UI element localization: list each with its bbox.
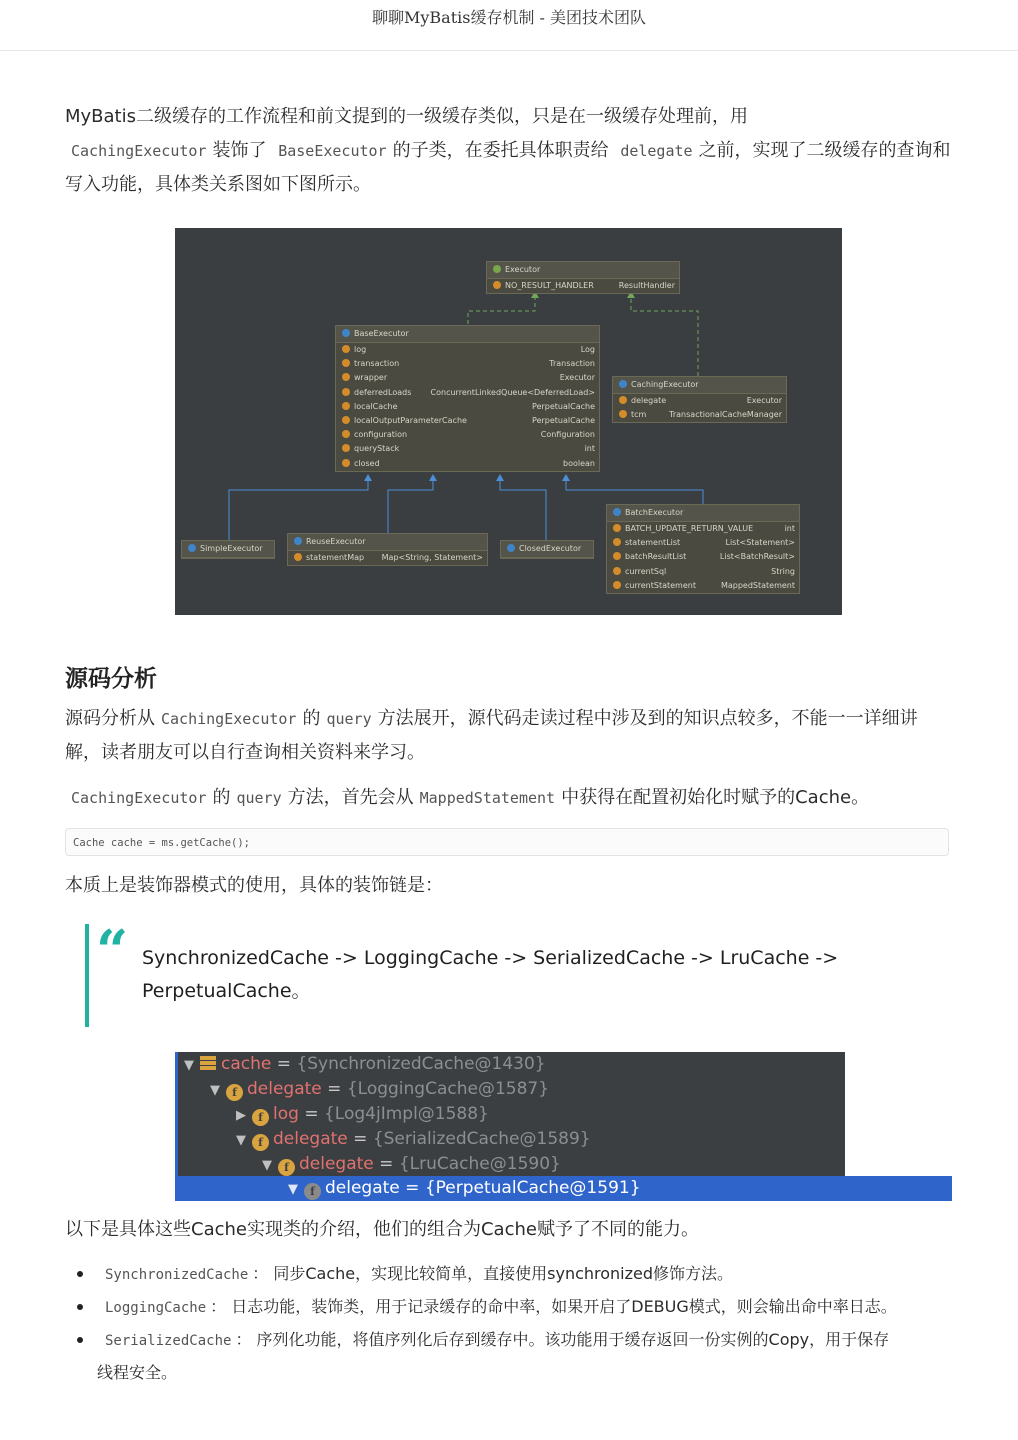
code-block: Cache cache = ms.getCache(); — [65, 828, 949, 856]
field-icon — [342, 459, 350, 467]
section-paragraph-3: 本质上是装饰器模式的使用，具体的装饰链是： — [65, 875, 443, 896]
field-name: wrapper — [354, 373, 388, 383]
variable-name: log — [273, 1104, 299, 1124]
field-name: NO_RESULT_HANDLER — [505, 281, 594, 290]
expand-triangle-icon[interactable]: ▼ — [288, 1182, 298, 1197]
variable-value: {LruCache@1590} — [398, 1154, 561, 1174]
p1-text-d: 方法展开，源代码走读过程中涉及到的知识点较多，不能一一详细讲解，读者朋友可以自行查询相关资料来学习。 — [65, 708, 918, 763]
list-item-text: ： 同步Cache，实现比较简单，直接使用synchronized修饰方法。 — [252, 1264, 734, 1283]
inline-code-query: query — [236, 789, 282, 807]
debug-row[interactable] — [178, 1152, 926, 1177]
variable-name: delegate — [325, 1178, 400, 1198]
field-name: BATCH_UPDATE_RETURN_VALUE — [625, 524, 754, 533]
uml-class-batch-executor — [606, 504, 800, 594]
debug-row[interactable] — [178, 1077, 874, 1102]
uml-class-diagram — [175, 228, 842, 615]
field-name: statementList — [625, 538, 681, 548]
class-icon — [188, 544, 196, 552]
blockquote-bar — [85, 924, 89, 1027]
class-title: CachingExecutor — [631, 380, 699, 389]
blockquote-text: SynchronizedCache -> LoggingCache -> SerializedCache -> LruCache -> PerpetualCache。 — [142, 947, 839, 1002]
class-title: BatchExecutor — [625, 508, 684, 517]
field-type: List<BatchResult> — [719, 552, 795, 562]
list-item — [65, 1291, 953, 1324]
section-paragraph-4: 以下是具体这些Cache实现类的介绍，他们的组合为Cache赋予了不同的能力。 — [65, 1219, 699, 1240]
inline-code: LoggingCache — [105, 1300, 207, 1316]
debug-row-selected[interactable] — [178, 1176, 952, 1201]
inline-code-caching-executor: CachingExecutor — [161, 710, 297, 728]
field-icon — [342, 373, 350, 381]
field-name: currentStatement — [625, 580, 696, 590]
list-item-text: ： 序列化功能，将值序列化后存到缓存中。该功能用于缓存返回一份实例的Copy，用于保存 — [235, 1330, 890, 1349]
interface-icon — [493, 265, 501, 273]
field-icon — [613, 524, 621, 532]
equals-sign: = — [399, 1178, 425, 1198]
debugger-variables-panel — [175, 1052, 845, 1201]
cache-class-list — [65, 1258, 953, 1388]
expand-triangle-icon[interactable]: ▼ — [210, 1083, 220, 1098]
p1-text-b: 的 — [302, 708, 321, 729]
inline-code-query: query — [326, 710, 372, 728]
field-icon — [613, 581, 621, 589]
field-icon — [613, 538, 621, 546]
field-icon — [613, 567, 621, 575]
intro-text-3: 的子类，在委托具体职责给 — [392, 140, 609, 161]
class-title: SimpleExecutor — [200, 544, 263, 553]
equals-sign: = — [321, 1079, 347, 1099]
field-type: String — [771, 566, 795, 576]
field-icon — [342, 359, 350, 367]
p2-text-b: 方法，首先会从 — [287, 787, 414, 808]
field-name: closed — [354, 458, 380, 468]
equals-sign: = — [373, 1154, 399, 1174]
section-paragraph-2 — [65, 781, 953, 815]
class-icon — [619, 380, 627, 388]
field-icon: f — [226, 1084, 243, 1101]
field-icon — [342, 416, 350, 424]
field-type: PerpetualCache — [532, 401, 595, 411]
field-icon: f — [252, 1134, 269, 1151]
quote-mark-icon: “ — [96, 918, 129, 984]
field-type: MappedStatement — [720, 580, 795, 590]
field-name: statementMap — [306, 553, 365, 562]
field-icon — [294, 553, 302, 561]
debug-row[interactable] — [178, 1052, 848, 1077]
field-name: log — [354, 345, 367, 354]
collapse-triangle-icon[interactable]: ▶ — [236, 1108, 246, 1123]
field-type: int — [584, 444, 595, 454]
variable-name: delegate — [273, 1129, 348, 1149]
class-title: ReuseExecutor — [306, 537, 366, 546]
variable-icon — [200, 1056, 216, 1071]
class-title: BaseExecutor — [354, 329, 409, 338]
list-item — [65, 1258, 953, 1291]
field-icon — [342, 444, 350, 452]
equals-sign: = — [271, 1054, 297, 1074]
variable-value: {LoggingCache@1587} — [346, 1079, 550, 1099]
list-item-text-continued: 线程安全。 — [97, 1363, 178, 1382]
field-name: localOutputParameterCache — [354, 415, 467, 425]
field-name: delegate — [631, 396, 667, 405]
section-heading: 源码分析 — [65, 666, 157, 692]
intro-paragraph — [65, 100, 953, 202]
list-item — [65, 1324, 953, 1388]
field-icon — [619, 410, 627, 418]
variable-name: cache — [221, 1054, 272, 1074]
inline-code-base-executor: BaseExecutor — [278, 142, 387, 160]
uml-class-reuse-executor — [287, 533, 488, 566]
variable-value: {SynchronizedCache@1430} — [296, 1054, 546, 1074]
section-paragraph-1 — [65, 702, 953, 770]
uml-class-caching-executor — [612, 376, 787, 423]
uml-class-base-executor — [335, 325, 600, 472]
inline-code-caching-executor: CachingExecutor — [71, 142, 207, 160]
debug-row[interactable] — [178, 1127, 900, 1152]
field-icon — [342, 402, 350, 410]
field-type: List<Statement> — [725, 538, 795, 548]
field-name: tcm — [631, 410, 647, 420]
field-type: Log — [580, 345, 595, 354]
field-type: Map<String, Statement> — [381, 553, 483, 562]
equals-sign: = — [347, 1129, 373, 1149]
uml-class-closed-executor — [500, 540, 594, 559]
field-name: localCache — [354, 401, 398, 411]
field-type: Configuration — [540, 430, 595, 440]
intro-text-1: MyBatis二级缓存的工作流程和前文提到的一级缓存类似，只是在一级缓存处理前，用 — [65, 106, 748, 127]
field-name: queryStack — [354, 444, 400, 454]
class-title: Executor — [505, 265, 541, 274]
field-icon — [342, 345, 350, 353]
field-icon — [342, 430, 350, 438]
debug-row[interactable] — [178, 1102, 900, 1127]
uml-class-executor — [486, 261, 680, 294]
field-type: PerpetualCache — [532, 415, 595, 425]
field-icon — [613, 552, 621, 560]
field-name: transaction — [354, 359, 400, 369]
field-type: int — [784, 524, 795, 533]
field-icon — [342, 388, 350, 396]
class-icon — [613, 508, 621, 516]
field-type: ResultHandler — [618, 281, 675, 290]
field-name: batchResultList — [625, 552, 687, 562]
variable-value: {Log4jImpl@1588} — [323, 1104, 489, 1124]
document-header — [0, 0, 1018, 51]
p1-text-a: 源码分析从 — [65, 708, 155, 729]
intro-text-4: 之前，实现了二级缓存的查询和写入功能，具体类关系图如下图所示。 — [65, 140, 951, 195]
expand-triangle-icon[interactable]: ▼ — [184, 1058, 194, 1073]
equals-sign: = — [298, 1104, 324, 1124]
field-name: currentSql — [625, 566, 667, 576]
class-title: ClosedExecutor — [519, 544, 582, 553]
inline-code: SynchronizedCache — [105, 1267, 249, 1283]
field-type: ConcurrentLinkedQueue<DeferredLoad> — [430, 387, 595, 397]
variable-value: {PerpetualCache@1591} — [424, 1178, 641, 1198]
class-icon — [342, 329, 350, 337]
field-type: boolean — [563, 458, 595, 468]
field-icon — [493, 281, 501, 289]
variable-name: delegate — [247, 1079, 322, 1099]
list-item-text: ： 日志功能，装饰类，用于记录缓存的命中率，如果开启了DEBUG模式，则会输出命中率日志。 — [210, 1297, 897, 1316]
variable-value: {SerializedCache@1589} — [372, 1129, 591, 1149]
field-type: TransactionalCacheManager — [669, 410, 782, 420]
inline-code-delegate: delegate — [620, 142, 693, 160]
p2-text-a: 的 — [212, 787, 231, 808]
expand-triangle-icon[interactable]: ▼ — [236, 1133, 246, 1148]
field-icon: f — [304, 1183, 321, 1200]
class-icon — [507, 544, 515, 552]
inline-code-caching-executor: CachingExecutor — [71, 789, 207, 807]
field-name: deferredLoads — [354, 387, 412, 397]
expand-triangle-icon[interactable]: ▼ — [262, 1158, 272, 1173]
intro-text-2: 装饰了 — [212, 140, 267, 161]
field-name: configuration — [354, 430, 408, 440]
inline-code: SerializedCache — [105, 1333, 232, 1349]
class-icon — [294, 537, 302, 545]
uml-class-simple-executor — [181, 540, 275, 559]
document-title: 聊聊MyBatis缓存机制 - 美团技术团队 — [371, 8, 647, 27]
field-icon: f — [278, 1159, 295, 1176]
variable-name: delegate — [299, 1154, 374, 1174]
inline-code-mapped-statement: MappedStatement — [419, 789, 556, 807]
field-icon: f — [252, 1109, 269, 1126]
field-icon — [619, 396, 627, 404]
field-type: Executor — [559, 373, 595, 383]
field-type: Executor — [746, 396, 782, 405]
field-type: Transaction — [549, 359, 595, 369]
p2-text-d: 中获得在配置初始化时赋予的Cache。 — [561, 787, 870, 808]
